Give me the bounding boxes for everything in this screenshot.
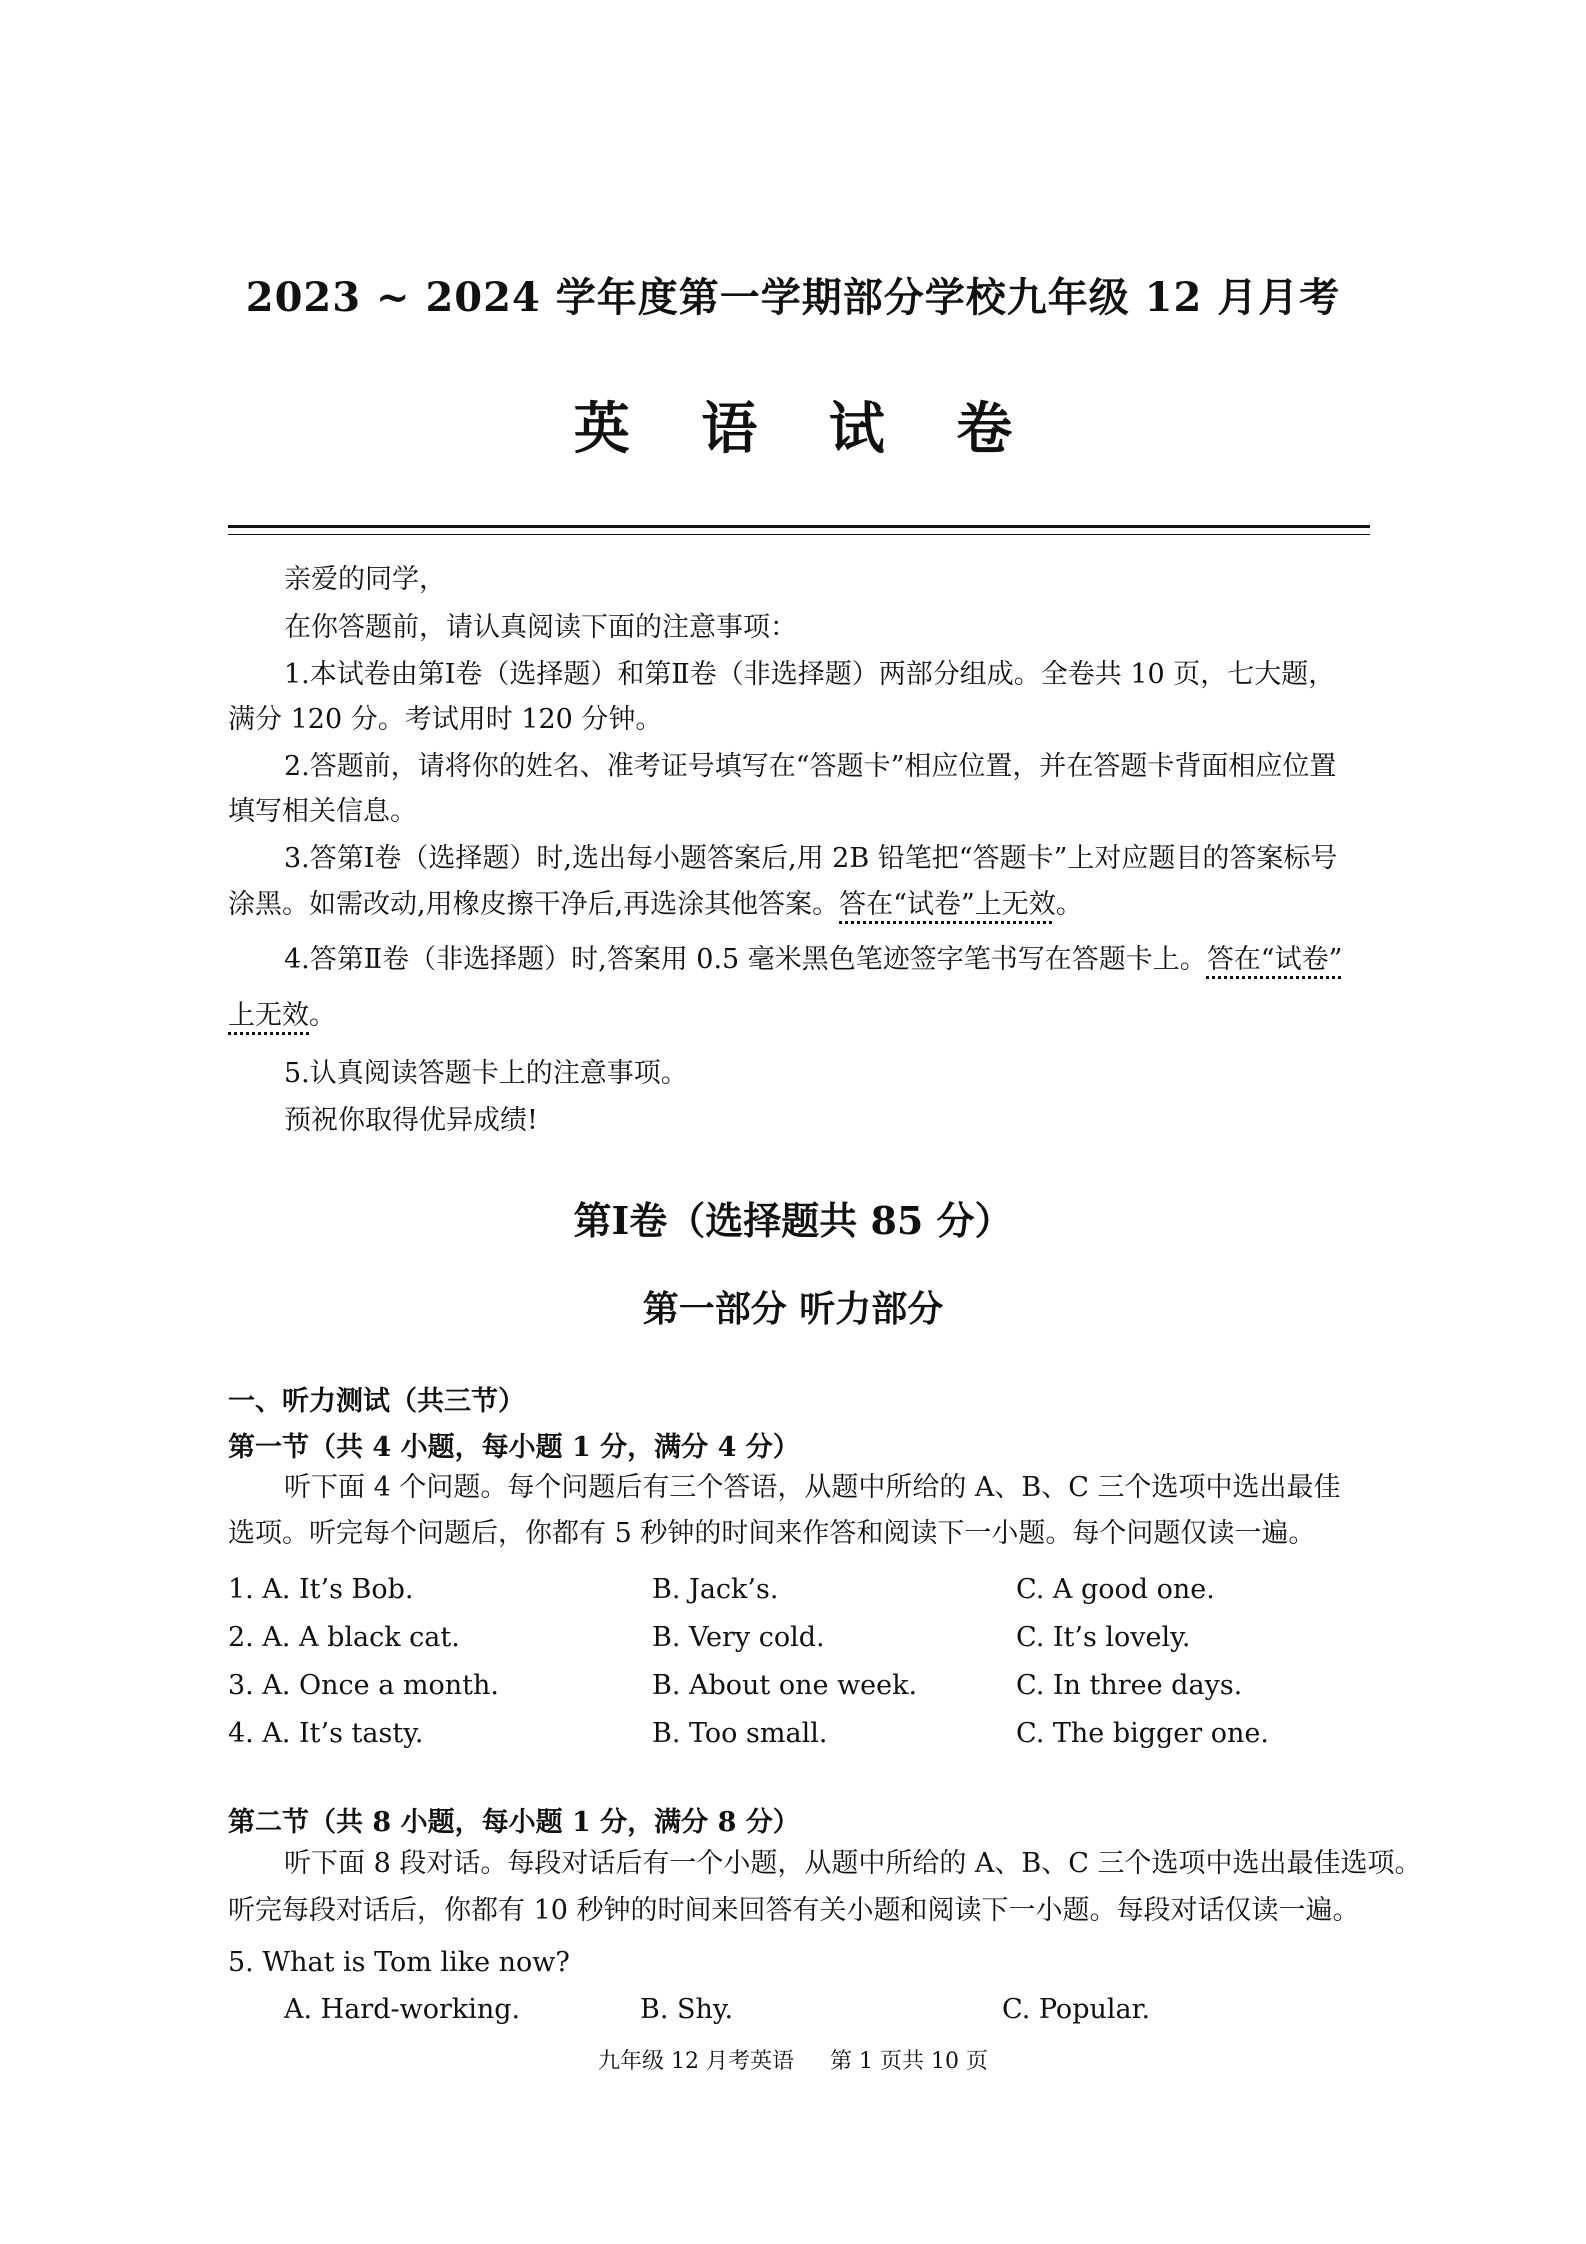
part-heading: 第一部分 听力部分 — [642, 1288, 944, 1330]
notice-intro: 在你答题前，请认真阅读下面的注意事项： — [284, 612, 797, 643]
question-4-option-b: B. Too small. — [652, 1718, 828, 1749]
footer-exam-name: 九年级 12 月考英语 — [598, 2049, 794, 2074]
notice-item-4-emphasis: 答在“试卷” — [1206, 944, 1343, 975]
notice-item-3-line-1: 3.答第Ⅰ卷（选择题）时,选出每小题答案后,用 2B 铅笔把“答题卡”上对应题目的答案标号 — [284, 843, 1338, 874]
notice-item-4-text: 4.答第Ⅱ卷（非选择题）时,答案用 0.5 毫米黑色笔迹签字笔书写在答题卡上。 — [284, 944, 1207, 975]
question-4-option-c: C. The bigger one. — [1016, 1718, 1269, 1749]
notice-item-5: 5.认真阅读答题卡上的注意事项。 — [284, 1058, 688, 1089]
exam-title: 2023 ~ 2024 学年度第一学期部分学校九年级 12 月月考 — [245, 274, 1341, 321]
listening-title: 一、听力测试（共三节） — [228, 1386, 525, 1417]
title-divider-thick — [228, 525, 1370, 528]
question-3-option-b: B. About one week. — [652, 1670, 918, 1701]
question-5-stem: 5. What is Tom like now? — [228, 1947, 570, 1978]
question-5-option-b: B. Shy. — [640, 1994, 734, 2025]
section-1-instructions-line-2: 选项。听完每个问题后，你都有 5 秒钟的时间来作答和阅读下一小题。每个问题仅读一遍。 — [228, 1518, 1316, 1549]
notice-item-4-line-2 — [228, 998, 1370, 1034]
question-1-option-c: C. A good one. — [1016, 1574, 1215, 1605]
question-1-option-b: B. Jack’s. — [652, 1574, 779, 1605]
title-divider-thin — [228, 534, 1370, 535]
volume-heading: 第Ⅰ卷（选择题共 85 分） — [573, 1198, 1013, 1243]
notice-item-3-line-2 — [228, 887, 1370, 923]
notice-item-2-line-1: 2.答题前，请将你的姓名、准考证号填写在“答题卡”相应位置，并在答题卡背面相应位置 — [284, 751, 1337, 782]
question-3-option-c: C. In three days. — [1016, 1670, 1243, 1701]
notice-item-1-line-2: 满分 120 分。考试用时 120 分钟。 — [228, 704, 663, 735]
section-2-instructions-line-2: 听完每段对话后，你都有 10 秒钟的时间来回答有关小题和阅读下一小题。每段对话仅读一遍。 — [228, 1895, 1360, 1926]
notice-item-2-line-2: 填写相关信息。 — [228, 796, 417, 827]
question-2-option-b: B. Very cold. — [652, 1622, 825, 1653]
page-footer — [0, 2044, 1586, 2075]
section-2-instructions-line-1: 听下面 8 段对话。每段对话后有一个小题，从题中所给的 A、B、C 三个选项中选出最佳选项。 — [284, 1848, 1422, 1879]
question-3-option-a: 3. A. Once a month. — [228, 1670, 499, 1701]
question-4-option-a: 4. A. It’s tasty. — [228, 1718, 424, 1749]
notice-item-3-text: 涂黑。如需改动,用橡皮擦干净后,再选涂其他答案。 — [228, 889, 840, 920]
notice-item-3-period: 。 — [1055, 889, 1083, 920]
notice-item-1-line-1: 1.本试卷由第Ⅰ卷（选择题）和第Ⅱ卷（非选择题）两部分组成。全卷共 10 页，七大题， — [284, 659, 1336, 690]
notice-item-4-emphasis-end: 上无效 — [228, 1000, 309, 1031]
question-5-option-c: C. Popular. — [1002, 1994, 1151, 2025]
question-1-option-a: 1. A. It’s Bob. — [228, 1574, 414, 1605]
question-2-option-a: 2. A. A black cat. — [228, 1622, 460, 1653]
notice-item-4-line-1 — [284, 942, 1370, 978]
notice-wish: 预祝你取得优异成绩! — [284, 1105, 538, 1136]
subject-title: 英 语 试 卷 — [573, 396, 1039, 462]
question-5-option-a: A. Hard-working. — [284, 1994, 521, 2025]
notice-item-3-emphasis: 答在“试卷”上无效 — [839, 889, 1056, 920]
section-1-instructions-line-1: 听下面 4 个问题。每个问题后有三个答语，从题中所给的 A、B、C 三个选项中选出最佳 — [284, 1472, 1341, 1503]
section-1-title: 第一节（共 4 小题，每小题 1 分，满分 4 分） — [228, 1432, 800, 1463]
footer-page-number: 第 1 页共 10 页 — [830, 2049, 988, 2074]
question-2-option-c: C. It’s lovely. — [1016, 1622, 1191, 1653]
notice-item-4-period: 。 — [309, 1000, 336, 1031]
section-2-title: 第二节（共 8 小题，每小题 1 分，满分 8 分） — [228, 1807, 800, 1838]
notice-greeting: 亲爱的同学， — [284, 564, 446, 595]
